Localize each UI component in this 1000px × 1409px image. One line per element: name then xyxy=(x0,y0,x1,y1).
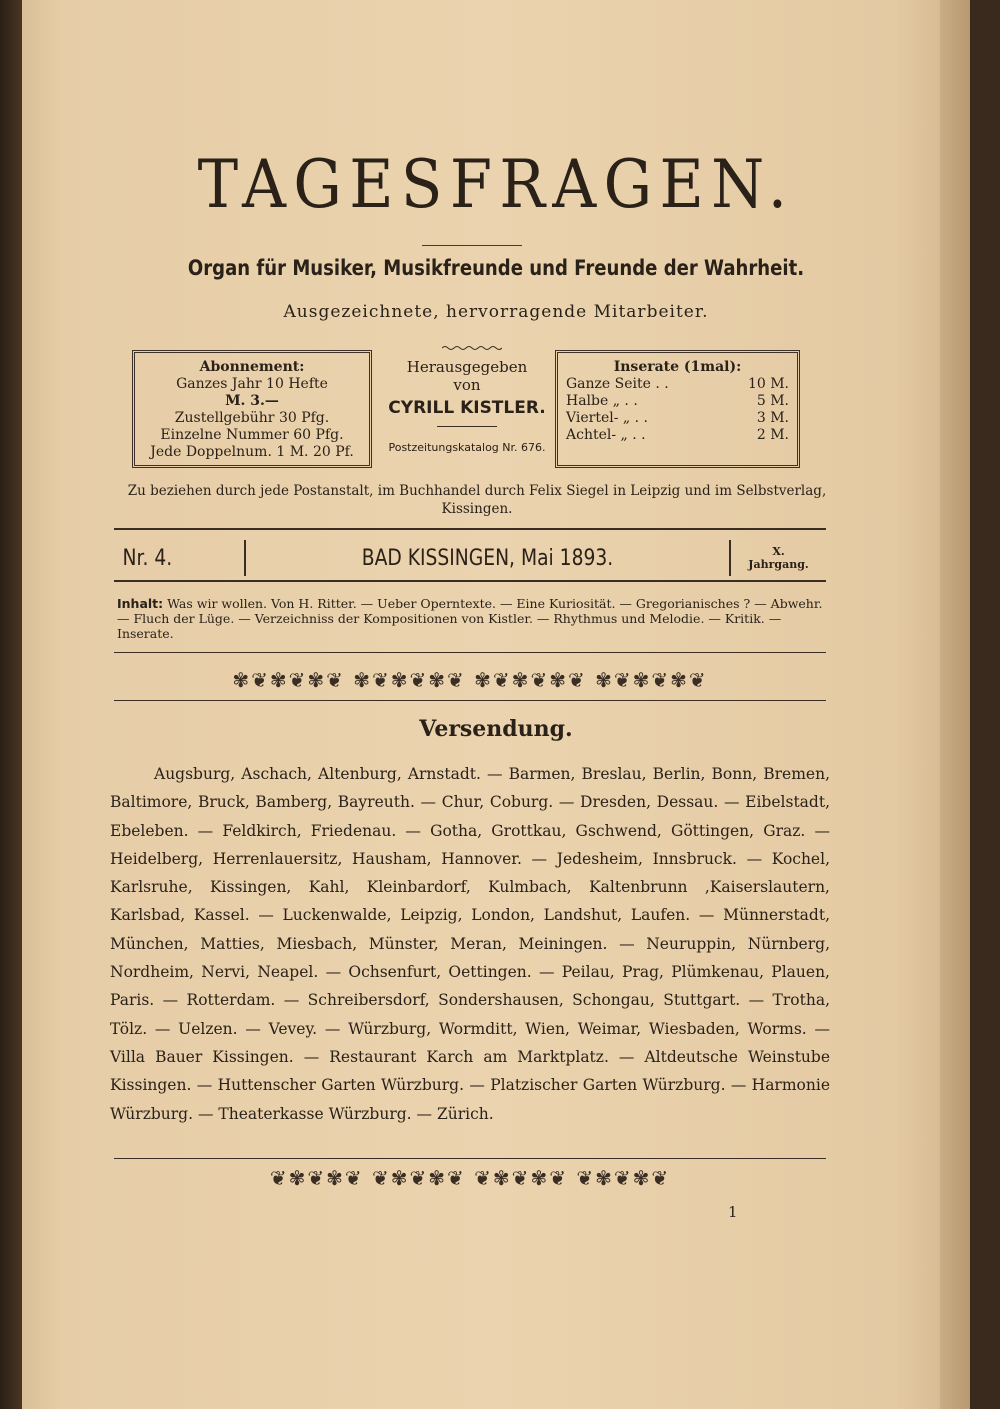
book-spine xyxy=(0,0,22,1409)
publisher-block xyxy=(382,358,552,454)
ads-item: Achtel- „ . . xyxy=(566,427,646,443)
ads-price: 3 M. xyxy=(756,410,789,426)
ads-row xyxy=(566,410,789,427)
rule-bottom xyxy=(114,580,826,582)
wavy-ornament xyxy=(442,345,502,351)
contents xyxy=(117,596,832,641)
issue-place-date: BAD KISSINGEN, Mai 1893. xyxy=(361,545,614,571)
document-page xyxy=(22,0,970,1409)
ornament-rule xyxy=(114,1158,826,1159)
publisher-von: von xyxy=(453,376,481,394)
ads-price: 10 M. xyxy=(747,376,789,392)
issue-bar xyxy=(114,540,826,576)
page-edge xyxy=(940,0,970,1409)
subscription-line: Einzelne Nummer 60 Pfg. xyxy=(160,427,344,443)
subscription-line: Jede Doppelnum. 1 M. 20 Pf. xyxy=(150,444,354,460)
ads-item: Ganze Seite . . xyxy=(566,376,669,392)
publisher-catalog: Postzeitungskatalog Nr. 676. xyxy=(388,441,546,454)
ads-row xyxy=(566,376,789,393)
ornament-band: ✾❦✾❦✾❦ ✾❦✾❦✾❦ ✾❦✾❦✾❦ ✾❦✾❦✾❦ xyxy=(232,668,708,692)
title-divider xyxy=(422,245,522,246)
ornament-rule xyxy=(114,700,826,701)
volume-numeral: X. xyxy=(772,545,785,558)
issue-number: Nr. 4. xyxy=(122,545,173,571)
ads-price: 5 M. xyxy=(756,393,789,409)
publisher-divider xyxy=(437,426,497,427)
subscription-line: Zustellgebühr 30 Pfg. xyxy=(174,410,330,426)
contents-text: Was wir wollen. Von H. Ritter. — Ueber Operntexte. — Eine Kuriosität. — Gregorianisches ? — Abwehr. — Fluch der Lüge. — Verzeichniss der Kompositionen von Kistler. — Rhythmus und Melodie. — Kritik. — Inserate. xyxy=(117,596,823,641)
ads-box xyxy=(555,350,800,468)
ornament-band: ❦✾❦✾❦ ❦✾❦✾❦ ❦✾❦✾❦ ❦✾❦✾❦ xyxy=(269,1166,671,1190)
masthead-motto: Ausgezeichnete, hervorragende Mitarbeiter. xyxy=(283,302,709,322)
ads-heading: Inserate (1mal): xyxy=(613,359,742,375)
ads-row xyxy=(566,393,789,410)
subscription-line: Ganzes Jahr 10 Hefte xyxy=(176,376,328,392)
ads-price: 2 M. xyxy=(756,427,789,443)
ads-item: Halbe „ . . xyxy=(566,393,638,409)
issue-divider xyxy=(244,540,246,576)
ads-item: Viertel- „ . . xyxy=(566,410,648,426)
volume-label: Jahrgang. xyxy=(748,558,809,571)
subscription-line: M. 3.— xyxy=(225,393,279,409)
masthead-title: TAGESFRAGEN. xyxy=(197,146,795,223)
section-title: Versendung. xyxy=(419,716,573,742)
page-number: 1 xyxy=(728,1203,738,1221)
publisher-name: CYRILL KISTLER. xyxy=(388,398,546,418)
section-body: Augsburg, Aschach, Altenburg, Arnstadt. — Barmen, Breslau, Berlin, Bonn, Bremen, Baltimore, Bruck, Bamberg, Bayreuth. — Chur, Coburg. — Dresden, Dessau. — Eibelstadt, Ebeleben. — Feldkirch, Friedenau. — Gotha, Grottkau, Gschwend, Göttingen, Graz. — Heidelberg, Herrenlauersitz, Hausham, Hannover. — Jedesheim, Innsbruck. — Kochel, Karlsruhe, Kissingen, Kahl, Kleinbardorf, Kulmbach, Kaltenbrunn ,Kaiserslautern, Karlsbad, Kassel. — Luckenwalde, Leipzig, London, Landshut, Laufen. — Münnerstadt, München, Matties, Miesbach, Münster, Meran, Meiningen. — Neuruppin, Nürnberg, Nordheim, Nervi, Neapel. — Ochsenfurt, Oettingen. — Peilau, Prag, Plümkenau, Plauen, Paris. — Rotterdam. — Schreibersdorf, Sondershausen, Schongau, Stuttgart. — Trotha, Tölz. — Uelzen. — Vevey. — Würzburg, Wormditt, Wien, Weimar, Wiesbaden, Worms. — Villa Bauer Kissingen. — Restaurant Karch am Marktplatz. — Altdeutsche Weinstube Kissingen. — Huttenscher Garten Würzburg. — Platzischer Garten Würzburg. — Harmonie Würzburg. — Theaterkasse Würzburg. — Zürich. xyxy=(110,765,830,1123)
ads-row xyxy=(566,427,789,444)
issue-volume xyxy=(731,545,826,571)
subscription-box xyxy=(132,350,372,468)
publisher-label: Herausgegeben xyxy=(406,358,528,376)
ornament-rule xyxy=(114,652,826,653)
contents-label: Inhalt: xyxy=(117,596,164,611)
masthead-subtitle: Organ für Musiker, Musikfreunde und Freunde der Wahrheit. xyxy=(187,256,805,280)
rule-top xyxy=(114,528,826,530)
distribution-note: Zu beziehen durch jede Postanstalt, im Buchhandel durch Felix Siegel in Leipzig und im Selbstverlag, Kissingen. xyxy=(127,483,827,517)
subscription-heading: Abonnement: xyxy=(199,359,305,375)
